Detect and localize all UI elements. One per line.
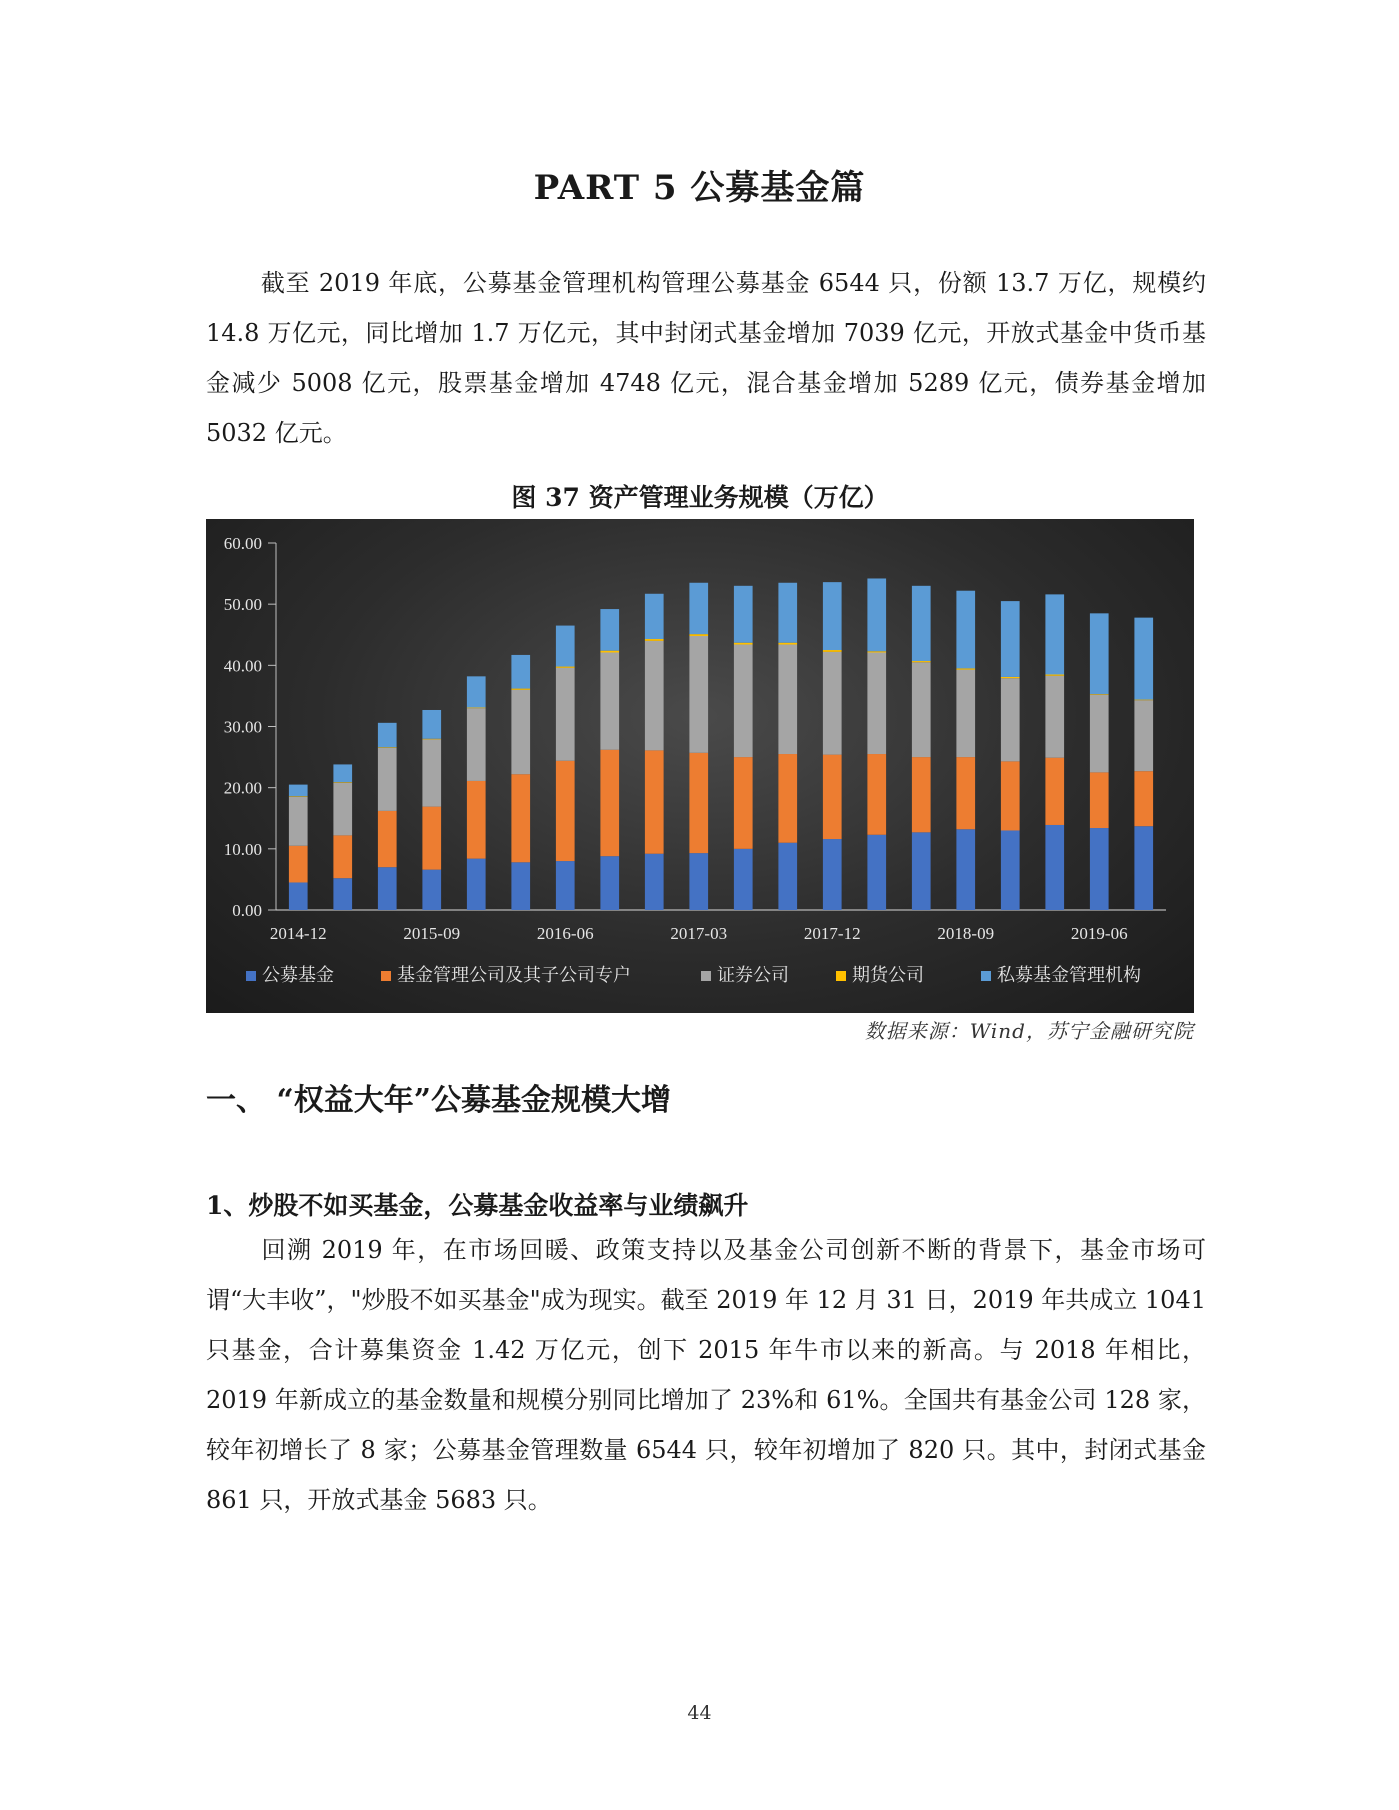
bar-segment-s3-18 <box>1090 694 1109 695</box>
bar-segment-s0-5 <box>511 862 530 910</box>
legend-swatch <box>836 971 846 981</box>
bar-segment-s3-7 <box>600 651 619 653</box>
y-tick-label: 40.00 <box>223 656 262 676</box>
x-tick-label: 2019-06 <box>1070 924 1128 943</box>
bar-segment-s4-18 <box>1090 613 1109 694</box>
bar-segment-s3-17 <box>1045 675 1064 676</box>
bar-segment-s1-19 <box>1134 771 1153 826</box>
bar-segment-s4-17 <box>1045 594 1064 674</box>
bar-segment-s4-12 <box>823 582 842 650</box>
x-tick-label: 2017-03 <box>670 924 728 943</box>
bar-segment-s1-14 <box>912 757 931 832</box>
bar-segment-s3-8 <box>645 639 664 641</box>
bar-segment-s3-5 <box>511 689 530 690</box>
bar-segment-s2-17 <box>1045 676 1064 758</box>
bar-segment-s1-18 <box>1090 772 1109 828</box>
bar-segment-s0-19 <box>1134 826 1153 910</box>
x-tick-label: 2016-06 <box>536 924 594 943</box>
part-title: PART 5 公募基金篇 <box>533 168 866 208</box>
bar-segment-s4-8 <box>645 594 664 639</box>
bar-segment-s1-17 <box>1045 758 1064 825</box>
bar-segment-s4-14 <box>912 586 931 661</box>
bar-segment-s4-19 <box>1134 618 1153 700</box>
bar-segment-s4-1 <box>333 764 352 782</box>
bar-segment-s4-0 <box>289 785 308 797</box>
bar-segment-s2-7 <box>600 652 619 749</box>
section-heading: 一、 “权益大年”公募基金规模大增 <box>206 1083 671 1118</box>
y-tick-label: 50.00 <box>223 595 262 615</box>
bar-segment-s3-4 <box>467 708 486 709</box>
bar-segment-s1-13 <box>867 754 886 835</box>
bar-segment-s3-13 <box>867 651 886 652</box>
bar-segment-s2-16 <box>1001 678 1020 761</box>
y-tick-label: 0.00 <box>232 901 262 920</box>
subsection-heading: 1、炒股不如买基金，公募基金收益率与业绩飙升 <box>206 1191 749 1220</box>
bar-segment-s2-19 <box>1134 700 1153 771</box>
bar-segment-s0-18 <box>1090 828 1109 910</box>
bar-segment-s4-11 <box>778 583 797 643</box>
bar-segment-s4-13 <box>867 578 886 651</box>
bar-segment-s0-4 <box>467 859 486 910</box>
bar-segment-s2-13 <box>867 652 886 754</box>
bar-segment-s3-0 <box>289 796 308 797</box>
bar-segment-s1-15 <box>956 757 975 829</box>
x-tick-label: 2015-09 <box>403 924 461 943</box>
bar-segment-s4-2 <box>378 723 397 747</box>
bar-segment-s0-12 <box>823 839 842 910</box>
bar-segment-s0-14 <box>912 832 931 910</box>
bar-segment-s2-4 <box>467 708 486 781</box>
x-tick-label: 2014-12 <box>269 924 327 943</box>
bar-segment-s4-4 <box>467 676 486 707</box>
bar-segment-s1-0 <box>289 846 308 883</box>
bar-segment-s2-15 <box>956 670 975 757</box>
bar-segment-s1-7 <box>600 750 619 856</box>
bar-segment-s4-15 <box>956 591 975 669</box>
x-tick-label: 2018-09 <box>937 924 995 943</box>
source-note: 数据来源：Wind，苏宁金融研究院 <box>864 1019 1194 1043</box>
bar-segment-s1-3 <box>422 807 441 870</box>
bar-segment-s3-1 <box>333 782 352 783</box>
bar-segment-s1-9 <box>689 753 708 853</box>
bar-segment-s0-15 <box>956 829 975 910</box>
bar-segment-s1-16 <box>1001 761 1020 830</box>
bar-segment-s0-7 <box>600 856 619 910</box>
bar-segment-s0-6 <box>556 861 575 910</box>
bar-segment-s3-3 <box>422 739 441 740</box>
bar-segment-s4-5 <box>511 655 530 689</box>
body-paragraph <box>206 1225 1206 1525</box>
bar-segment-s2-8 <box>645 641 664 750</box>
legend-label: 期货公司 <box>852 965 924 986</box>
intro-paragraph-text: 截至 2019 年底，公募基金管理机构管理公募基金 6544 只，份额 13.7 万亿，规模约 14.8 万亿元，同比增加 1.7 万亿元，其中封闭式基金增加 7039 亿元，开放式基金中货币基金减少 5008 亿元，股票基金增加 4748 亿元，混合基金增加 5289 亿元，债券基金增加 5032 亿元。 <box>206 269 1206 447</box>
y-tick-label: 10.00 <box>223 839 262 859</box>
bar-segment-s2-3 <box>422 739 441 806</box>
bar-segment-s0-16 <box>1001 830 1020 910</box>
bar-segment-s2-18 <box>1090 695 1109 773</box>
bar-segment-s1-5 <box>511 774 530 862</box>
bar-segment-s2-6 <box>556 668 575 761</box>
bar-segment-s0-8 <box>645 854 664 910</box>
y-tick-label: 20.00 <box>223 778 262 798</box>
bar-segment-s4-3 <box>422 710 441 739</box>
bar-segment-s0-11 <box>778 843 797 910</box>
bar-segment-s0-17 <box>1045 825 1064 910</box>
bar-segment-s1-11 <box>778 754 797 843</box>
bar-segment-s2-0 <box>289 797 308 846</box>
bar-segment-s1-6 <box>556 761 575 861</box>
legend-label: 基金管理公司及其子公司专户 <box>397 965 631 986</box>
bar-segment-s2-12 <box>823 652 842 755</box>
bar-segment-s3-16 <box>1001 677 1020 678</box>
bar-segment-s2-2 <box>378 748 397 811</box>
legend-swatch <box>981 971 991 981</box>
chart-svg <box>206 519 1194 1013</box>
bar-segment-s3-14 <box>912 661 931 662</box>
bar-segment-s0-1 <box>333 878 352 910</box>
bar-segment-s1-10 <box>734 757 753 849</box>
bar-segment-s3-2 <box>378 747 397 748</box>
stacked-bar-chart <box>206 519 1194 1013</box>
bar-segment-s2-11 <box>778 645 797 754</box>
bar-segment-s2-10 <box>734 645 753 758</box>
page-number: 44 <box>687 1702 712 1724</box>
bar-segment-s2-14 <box>912 662 931 757</box>
bar-segment-s4-10 <box>734 586 753 643</box>
bar-segment-s3-19 <box>1134 700 1153 701</box>
bar-segment-s3-6 <box>556 667 575 668</box>
bar-segment-s4-9 <box>689 583 708 634</box>
bar-segment-s1-1 <box>333 835 352 878</box>
bar-segment-s2-5 <box>511 690 530 774</box>
bar-segment-s3-11 <box>778 643 797 645</box>
bar-segment-s2-9 <box>689 636 708 753</box>
x-tick-label: 2017-12 <box>803 924 861 943</box>
bar-segment-s4-16 <box>1001 601 1020 677</box>
intro-paragraph <box>206 258 1206 458</box>
legend-label: 公募基金 <box>262 965 334 986</box>
bar-segment-s0-2 <box>378 867 397 910</box>
bar-segment-s1-2 <box>378 811 397 867</box>
bar-segment-s4-7 <box>600 609 619 651</box>
legend-label: 私募基金管理机构 <box>997 965 1141 986</box>
body-paragraph-text: 回溯 2019 年，在市场回暖、政策支持以及基金公司创新不断的背景下，基金市场可谓“大丰收”，"炒股不如买基金"成为现实。截至 2019 年 12 月 31 日，2019 年共成立 1041 只基金，合计募集资金 1.42 万亿元，创下 2015 年牛市以来的新高。与 2018 年相比，2019 年新成立的基金数量和规模分别同比增加了 23%和 61%。全国共有基金公司 128 家，较年初增长了 8 家；公募基金管理数量 6544 只，较年初增加了 820 只。其中，封闭式基金 861 只，开放式基金 5683 只。 <box>206 1236 1206 1514</box>
bar-segment-s3-12 <box>823 650 842 652</box>
legend-swatch <box>246 971 256 981</box>
bar-segment-s0-10 <box>734 849 753 910</box>
legend-swatch <box>381 971 391 981</box>
bar-segment-s3-15 <box>956 668 975 669</box>
legend-label: 证券公司 <box>717 965 789 986</box>
bar-segment-s0-9 <box>689 853 708 910</box>
bar-segment-s3-9 <box>689 634 708 636</box>
bar-segment-s2-1 <box>333 783 352 836</box>
bar-segment-s0-3 <box>422 870 441 910</box>
bar-segment-s3-10 <box>734 643 753 645</box>
legend-swatch <box>701 971 711 981</box>
y-tick-label: 60.00 <box>223 534 262 553</box>
bar-segment-s0-13 <box>867 835 886 910</box>
y-tick-label: 30.00 <box>223 717 262 737</box>
figure-caption: 图 37 资产管理业务规模（万亿） <box>511 483 889 512</box>
bar-segment-s1-12 <box>823 755 842 839</box>
bar-segment-s0-0 <box>289 882 308 910</box>
bar-segment-s4-6 <box>556 626 575 667</box>
bar-segment-s1-4 <box>467 781 486 859</box>
bar-segment-s1-8 <box>645 750 664 853</box>
